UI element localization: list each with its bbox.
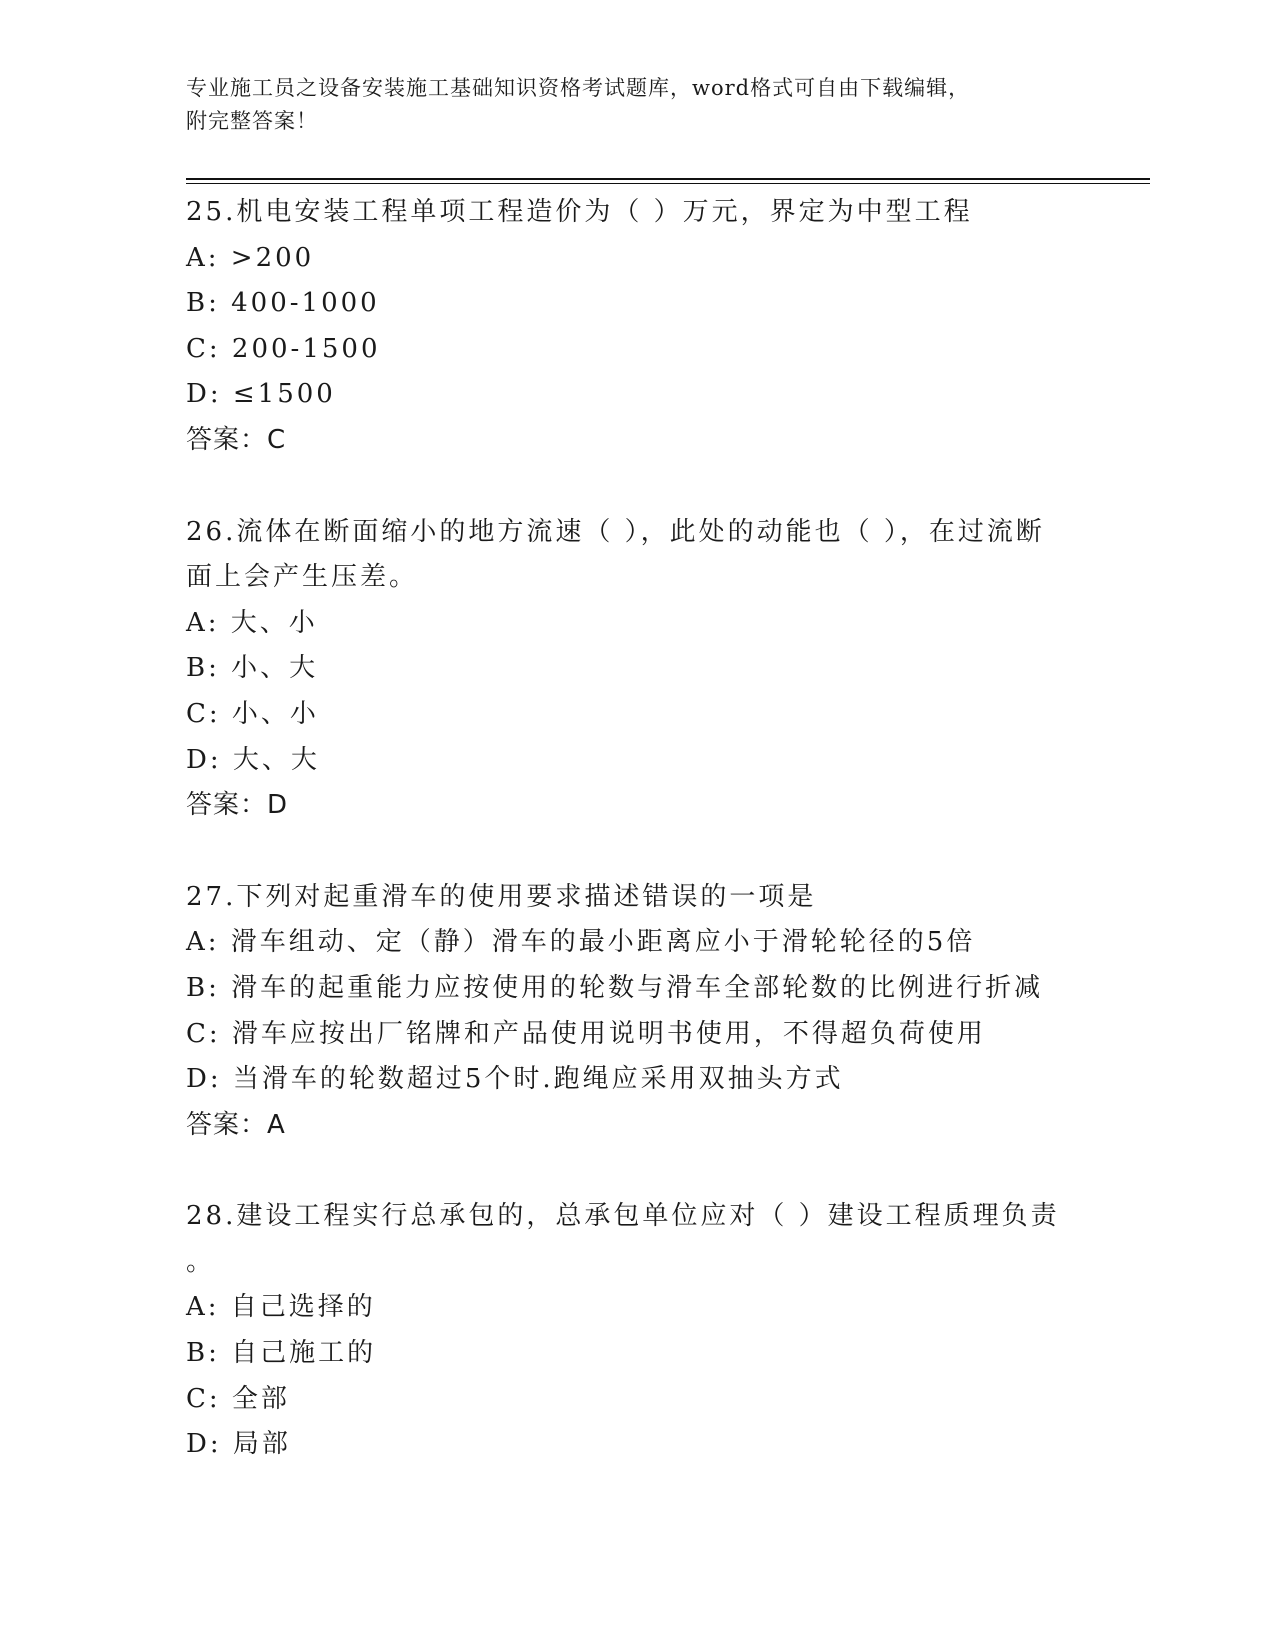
option-d: D: 大、大 bbox=[186, 744, 320, 775]
header-line-2: 附完整答案！ bbox=[186, 109, 318, 133]
question-block bbox=[186, 190, 1086, 464]
option-d: D: 局部 bbox=[186, 1429, 291, 1460]
option-d: D: ≤1500 bbox=[186, 379, 336, 410]
option-b: B: 小、大 bbox=[186, 653, 319, 684]
answer-label: 答案：A bbox=[186, 1109, 286, 1140]
option-b: B: 自己施工的 bbox=[186, 1338, 377, 1369]
question-stem-continued: 面上会产生压差。 bbox=[186, 562, 419, 593]
option-a: A: 自己选择的 bbox=[186, 1292, 376, 1323]
option-b: B: 滑车的起重能力应按使用的轮数与滑车全部轮数的比例进行折减 bbox=[186, 972, 1044, 1003]
question-stem: 26.流体在断面缩小的地方流速（ ），此处的动能也（ ），在过流断 bbox=[186, 516, 1045, 547]
question-stem-continued: 。 bbox=[186, 1246, 216, 1277]
option-c: C: 滑车应按出厂铭牌和产品使用说明书使用，不得超负荷使用 bbox=[186, 1018, 986, 1049]
option-a: A: >200 bbox=[186, 242, 315, 273]
question-stem: 25.机电安装工程单项工程造价为（ ）万元，界定为中型工程 bbox=[186, 197, 973, 227]
option-b: B: 400-1000 bbox=[186, 288, 380, 319]
header-divider-thick bbox=[186, 178, 1150, 180]
header-line-1: 专业施工员之设备安装施工基础知识资格考试题库，word格式可自由下载编辑， bbox=[186, 76, 971, 100]
header-divider-thin bbox=[186, 183, 1150, 184]
question-stem: 28.建设工程实行总承包的，总承包单位应对（ ）建设工程质理负责 bbox=[186, 1201, 1060, 1232]
answer-label: 答案：C bbox=[186, 424, 287, 455]
question-block bbox=[186, 875, 1086, 1149]
question-block bbox=[186, 1194, 1086, 1468]
option-a: A: 大、小 bbox=[186, 607, 318, 638]
question-stem: 27.下列对起重滑车的使用要求描述错误的一项是 bbox=[186, 881, 817, 912]
option-d: D: 当滑车的轮数超过5个时.跑绳应采用双抽头方式 bbox=[186, 1064, 844, 1095]
document-header bbox=[186, 72, 1066, 138]
option-c: C: 200-1500 bbox=[186, 333, 381, 364]
option-c: C: 全部 bbox=[186, 1383, 290, 1414]
answer-label: 答案：D bbox=[186, 790, 289, 821]
option-c: C: 小、小 bbox=[186, 698, 319, 729]
option-a: A: 滑车组动、定（静）滑车的最小距离应小于滑轮轮径的5倍 bbox=[186, 927, 976, 958]
question-block bbox=[186, 510, 1086, 829]
question-list bbox=[186, 190, 1086, 1468]
